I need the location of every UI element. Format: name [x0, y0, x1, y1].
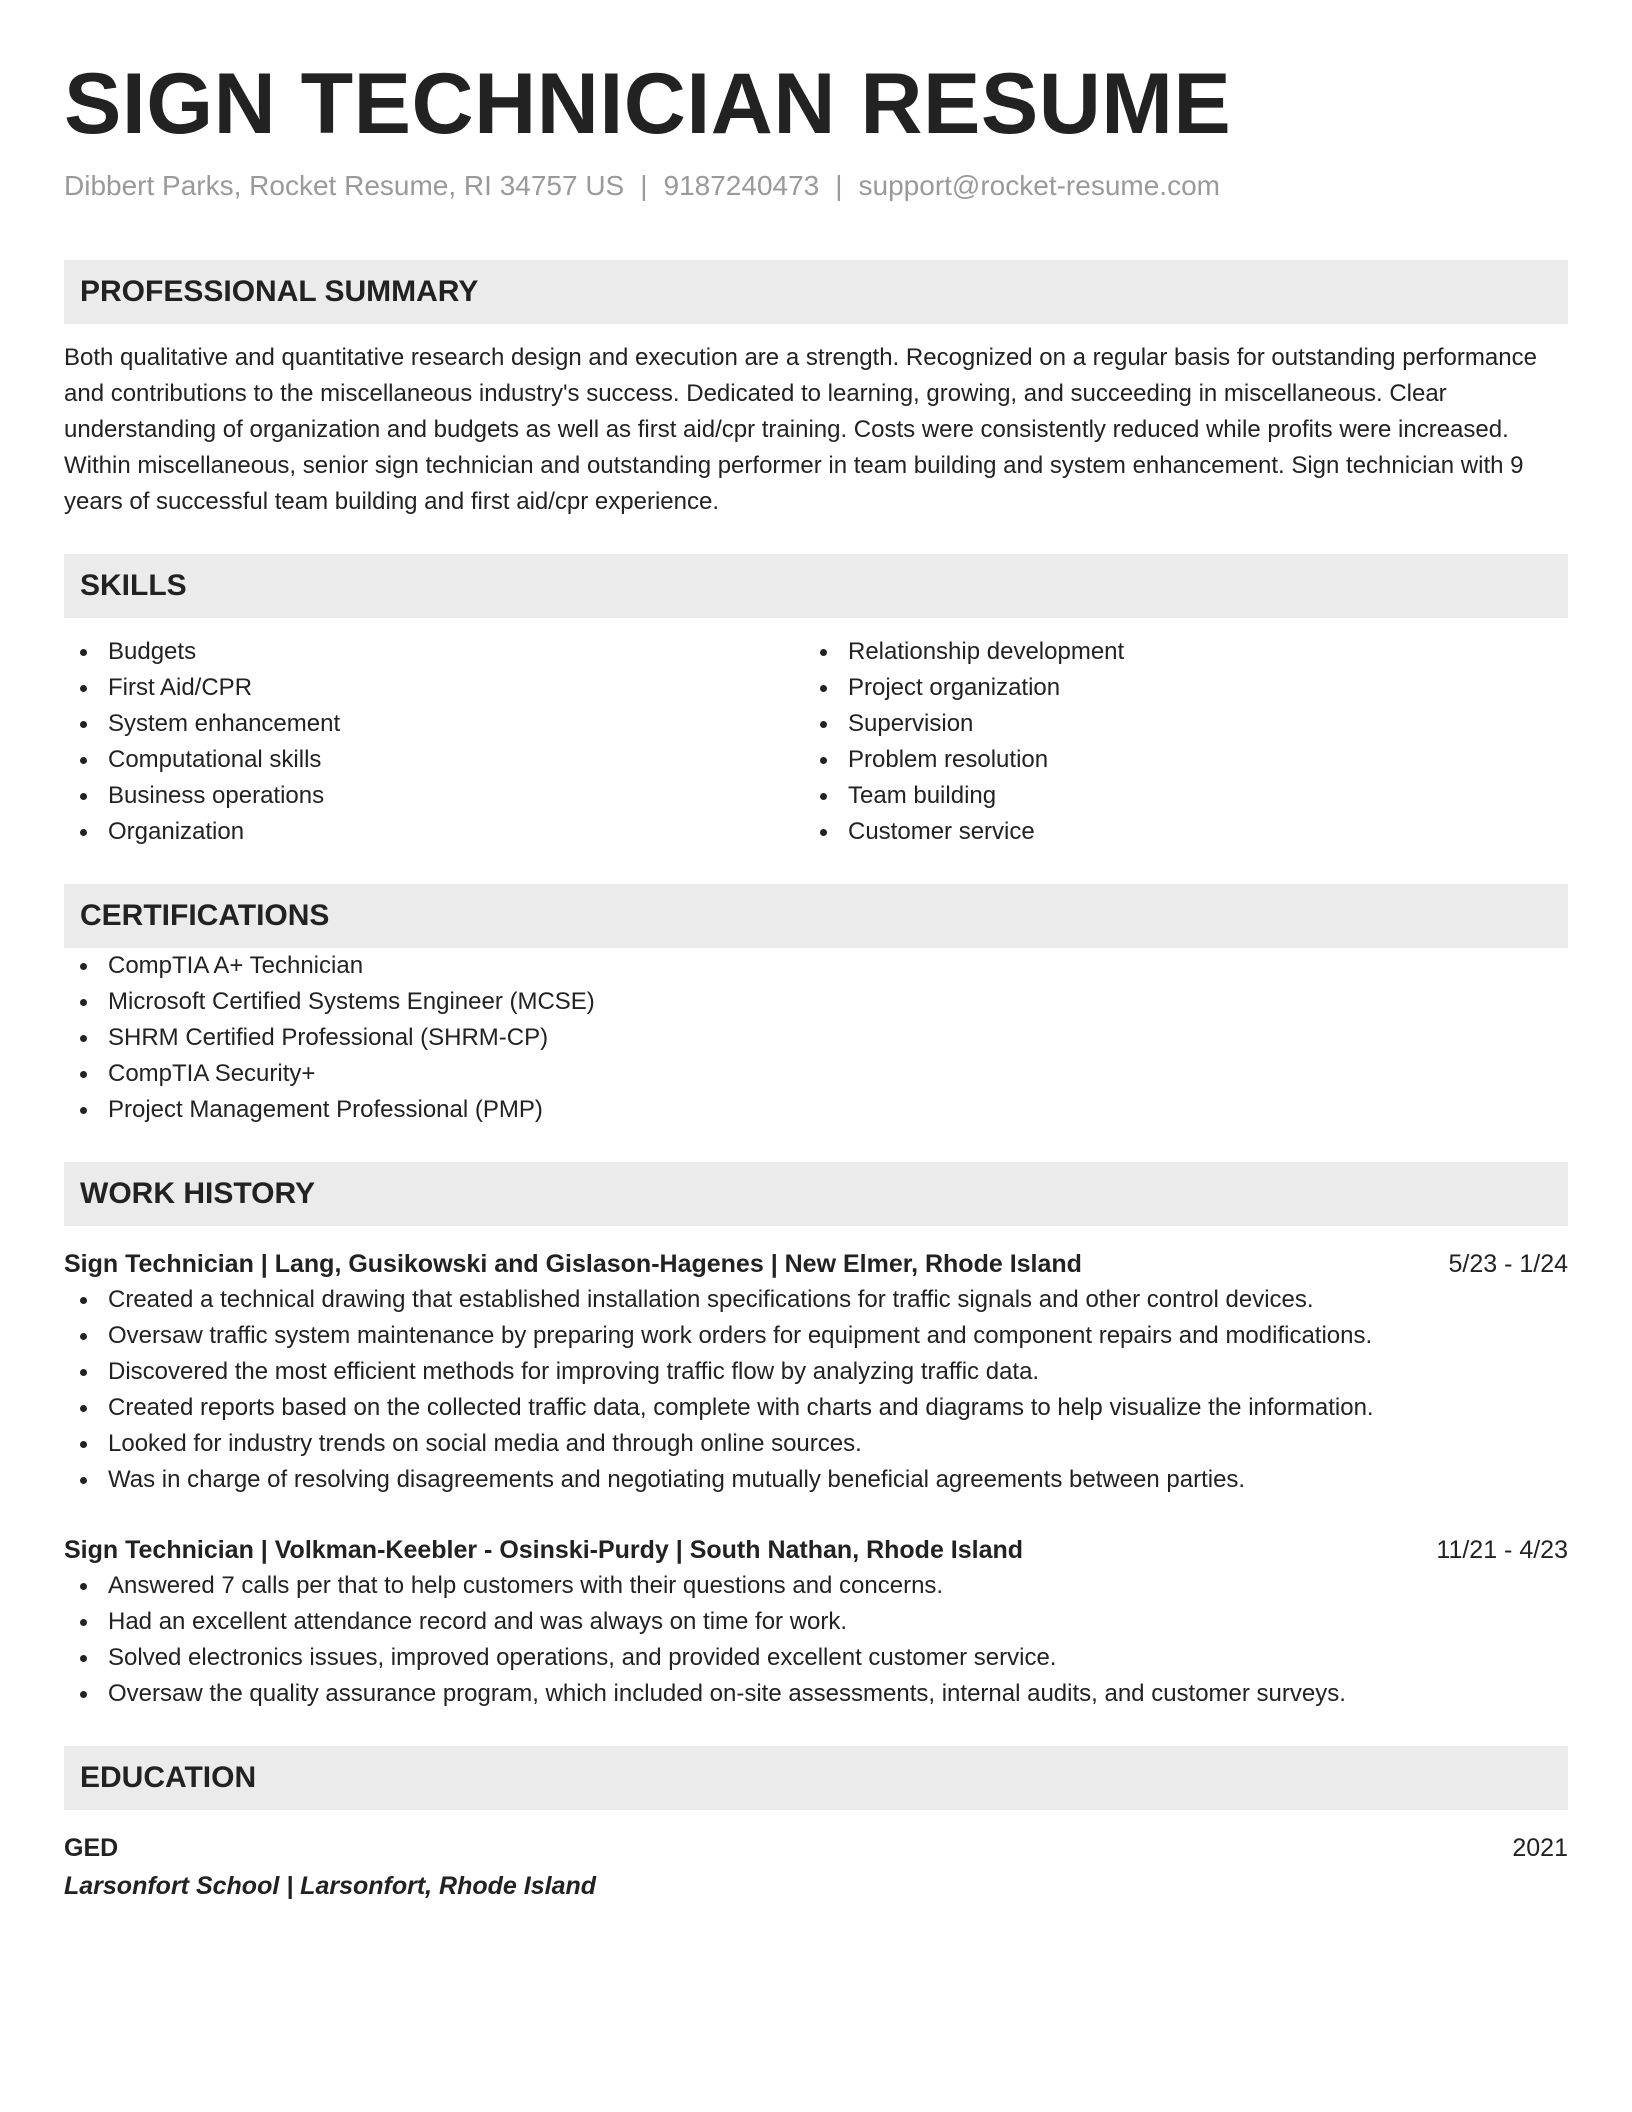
job-duty: Oversaw traffic system maintenance by preparing work orders for equipment and component repairs and modifications. [64, 1318, 1568, 1354]
certifications-list [64, 948, 1568, 1128]
skill-item: Computational skills [64, 742, 804, 778]
skill-item: Team building [804, 778, 1568, 814]
skill-item: First Aid/CPR [64, 670, 804, 706]
job-dates: 11/21 - 4/23 [1436, 1536, 1568, 1564]
job-entry [64, 1246, 1568, 1498]
work-history-heading: WORK HISTORY [64, 1162, 1568, 1226]
job-duty: Discovered the most efficient methods for improving traffic flow by analyzing traffic data. [64, 1354, 1568, 1390]
skill-item: Supervision [804, 706, 1568, 742]
education-header [64, 1830, 1568, 1866]
education-entry [64, 1830, 1568, 1904]
certification-item: CompTIA A+ Technician [64, 948, 1568, 984]
education-school: Larsonfort School | Larsonfort, Rhode Island [64, 1872, 597, 1900]
job-dates: 5/23 - 1/24 [1448, 1250, 1568, 1278]
skill-item: Budgets [64, 634, 804, 670]
job-entry [64, 1532, 1568, 1712]
job-title: Sign Technician | Volkman-Keebler - Osinski-Purdy | South Nathan, Rhode Island [64, 1536, 1024, 1564]
job-duty: Answered 7 calls per that to help customers with their questions and concerns. [64, 1568, 1568, 1604]
skills-list-left [64, 634, 804, 850]
resume-title: SIGN TECHNICIAN RESUME [64, 56, 1232, 152]
job-header [64, 1246, 1568, 1282]
skills-grid [64, 634, 1568, 850]
certifications-heading: CERTIFICATIONS [64, 884, 1568, 948]
job-duty: Created a technical drawing that established installation specifications for traffic signals and other control devices. [64, 1282, 1568, 1318]
summary-heading: PROFESSIONAL SUMMARY [64, 260, 1568, 324]
certification-item: CompTIA Security+ [64, 1056, 1568, 1092]
job-duty: Looked for industry trends on social media and through online sources. [64, 1426, 1568, 1462]
skill-item: Problem resolution [804, 742, 1568, 778]
contact-separator: | [640, 170, 648, 201]
job-duty: Created reports based on the collected traffic data, complete with charts and diagrams to help visualize the information. [64, 1390, 1568, 1426]
job-duties [64, 1282, 1568, 1498]
contact-phone: 9187240473 [663, 170, 820, 201]
summary-text: Both qualitative and quantitative research design and execution are a strength. Recognized on a regular basis for outstanding performance and contributions to the miscellaneous industry's success. Dedicated to learning, growing, and succeeding in miscellaneous. Clear understanding of organization and budgets as well as first aid/cpr training. Costs were consistently reduced while profits were increased. Within miscellaneous, senior sign technician and outstanding performer in team building and system enhancement. Sign technician with 9 years of successful team building and first aid/cpr experience. [64, 344, 1537, 515]
skill-item: Customer service [804, 814, 1568, 850]
job-duty: Was in charge of resolving disagreements and negotiating mutually beneficial agreements between parties. [64, 1462, 1568, 1498]
skill-item: Business operations [64, 778, 804, 814]
certification-item: Microsoft Certified Systems Engineer (MCSE) [64, 984, 1568, 1020]
skill-item: System enhancement [64, 706, 804, 742]
contact-address: Dibbert Parks, Rocket Resume, RI 34757 US [64, 170, 625, 201]
skill-item: Relationship development [804, 634, 1568, 670]
contact-line [64, 168, 1568, 204]
job-duty: Oversaw the quality assurance program, which included on-site assessments, internal audits, and customer surveys. [64, 1676, 1568, 1712]
education-degree: GED [64, 1834, 119, 1862]
certification-item: SHRM Certified Professional (SHRM-CP) [64, 1020, 1568, 1056]
contact-email: support@rocket-resume.com [858, 170, 1220, 201]
job-duty: Solved electronics issues, improved operations, and provided excellent customer service. [64, 1640, 1568, 1676]
skills-heading: SKILLS [64, 554, 1568, 618]
skills-list-right [804, 634, 1568, 850]
job-duties [64, 1568, 1568, 1712]
job-title: Sign Technician | Lang, Gusikowski and Gislason-Hagenes | New Elmer, Rhode Island [64, 1250, 1082, 1278]
job-header [64, 1532, 1568, 1568]
education-heading: EDUCATION [64, 1746, 1568, 1810]
education-year: 2021 [1512, 1834, 1568, 1862]
skill-item: Project organization [804, 670, 1568, 706]
certification-item: Project Management Professional (PMP) [64, 1092, 1568, 1128]
contact-separator: | [835, 170, 843, 201]
job-duty: Had an excellent attendance record and was always on time for work. [64, 1604, 1568, 1640]
skill-item: Organization [64, 814, 804, 850]
